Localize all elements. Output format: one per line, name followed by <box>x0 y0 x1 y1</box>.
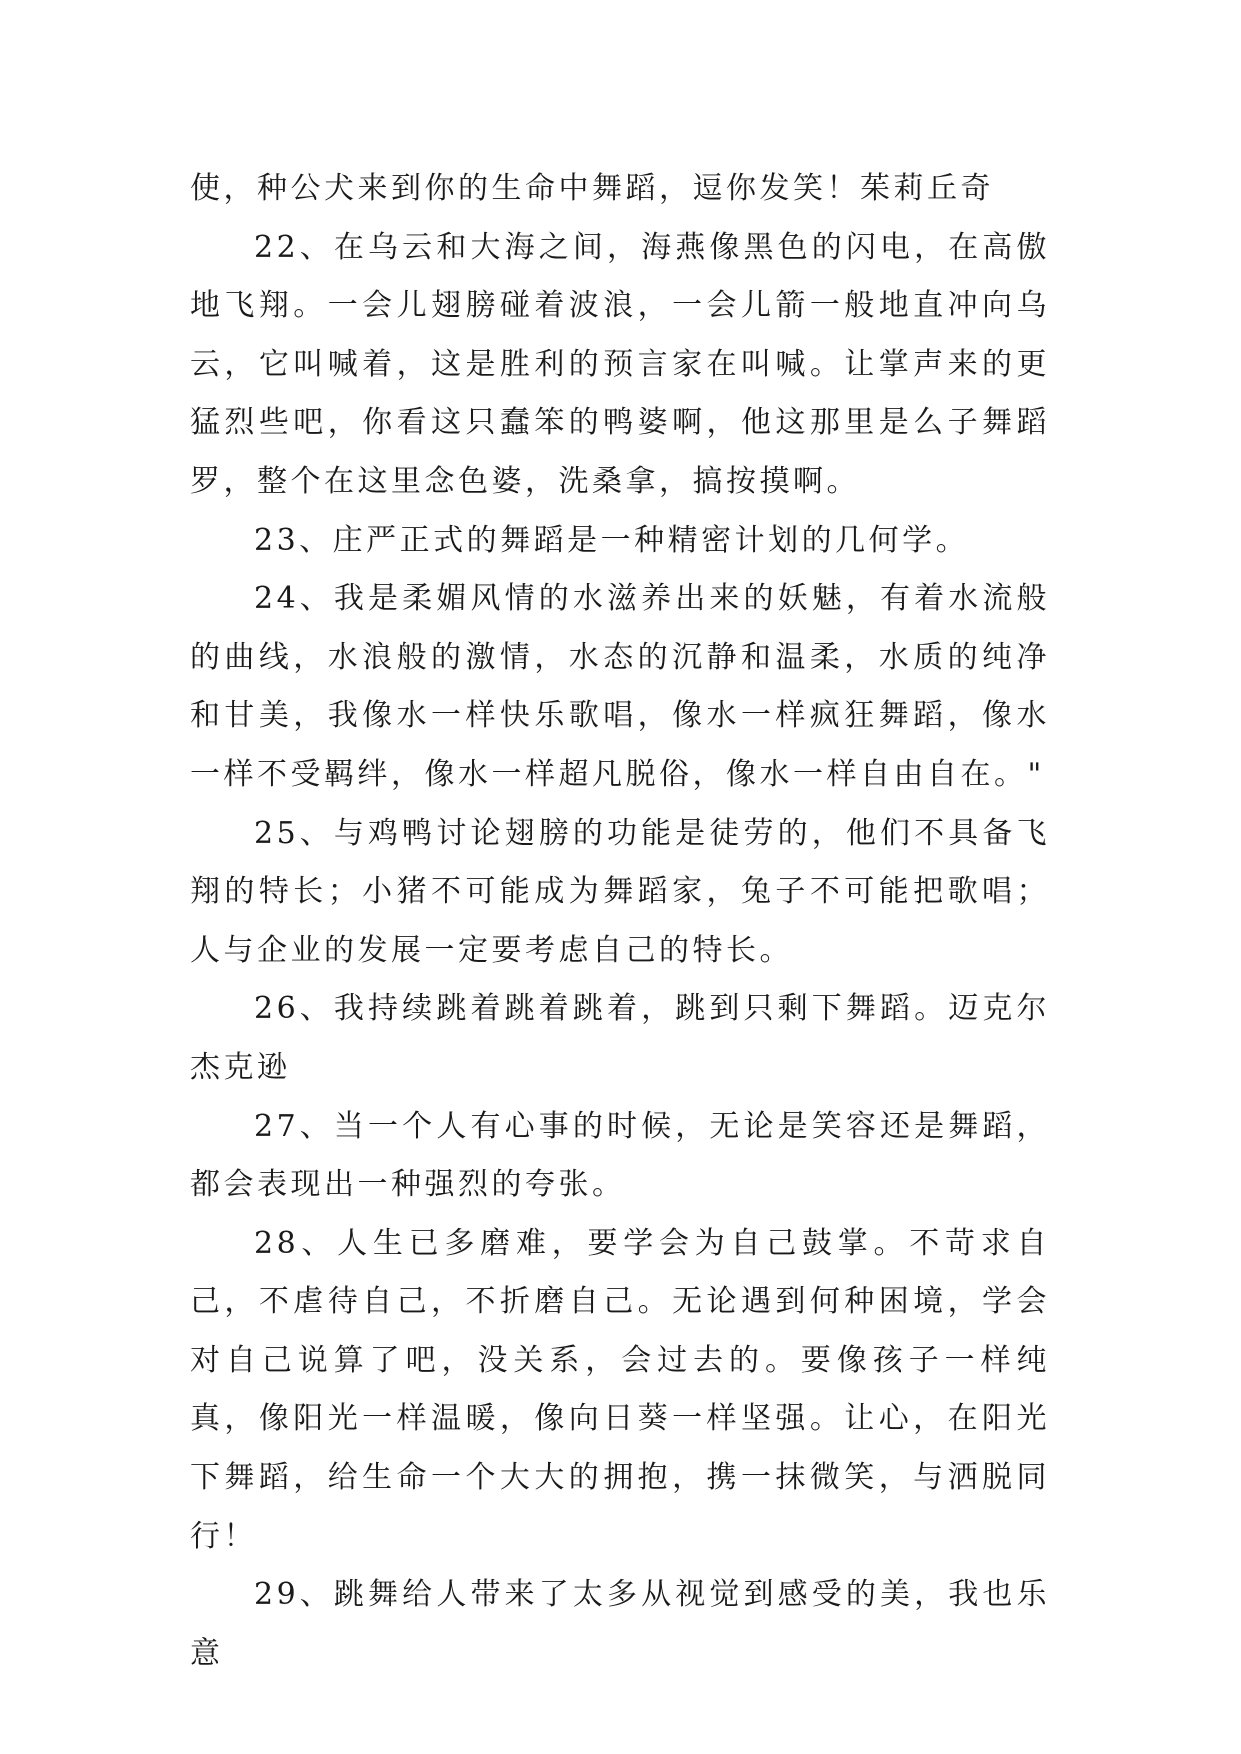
paragraph-24: 24、我是柔媚风情的水滋养出来的妖魅，有着水流般的曲线，水浪般的激情，水态的沉静和温柔，水质的纯净和甘美，我像水一样快乐歌唱，像水一样疯狂舞蹈，像水一样不受羁绊，像水一样超凡脱俗，像水一样自由自在。" <box>190 581 1050 792</box>
paragraph-23: 23、庄严正式的舞蹈是一种精密计划的几何学。 <box>254 522 970 558</box>
paragraph-27: 27、当一个人有心事的时候，无论是笑容还是舞蹈，都会表现出一种强烈的夸张。 <box>190 1108 1050 1203</box>
paragraph-25: 25、与鸡鸭讨论翅膀的功能是徒劳的，他们不具备飞翔的特长；小猪不可能成为舞蹈家，兔子不可能把歌唱；人与企业的发展一定要考虑自己的特长。 <box>190 815 1050 968</box>
paragraph-26: 26、我持续跳着跳着跳着，跳到只剩下舞蹈。迈克尔杰克逊 <box>190 991 1050 1085</box>
paragraph-22: 22、在乌云和大海之间，海燕像黑色的闪电，在高傲地飞翔。一会儿翅膀碰着波浪，一会儿箭一般地直冲向乌云，它叫喊着，这是胜利的预言家在叫喊。让掌声来的更猛烈些吧，你看这只蠢笨的鸭婆啊，他这那里是么子舞蹈罗，整个在这里念色婆，洗桑拿，搞按摸啊。 <box>190 229 1050 499</box>
paragraph-continuation: 使，种公犬来到你的生命中舞蹈，逗你发笑！茱莉丘奇 <box>190 171 994 206</box>
paragraph-28: 28、人生已多磨难，要学会为自己鼓掌。不苛求自己，不虐待自己，不折磨自己。无论遇到何种困境，学会对自己说算了吧，没关系，会过去的。要像孩子一样纯真，像阳光一样温暖，像向日葵一样坚强。让心，在阳光下舞蹈，给生命一个大大的拥抱，携一抹微笑，与洒脱同行！ <box>190 1225 1050 1554</box>
paragraph-29: 29、跳舞给人带来了太多从视觉到感受的美，我也乐意 <box>190 1577 1050 1671</box>
document-page <box>190 160 1050 1683</box>
